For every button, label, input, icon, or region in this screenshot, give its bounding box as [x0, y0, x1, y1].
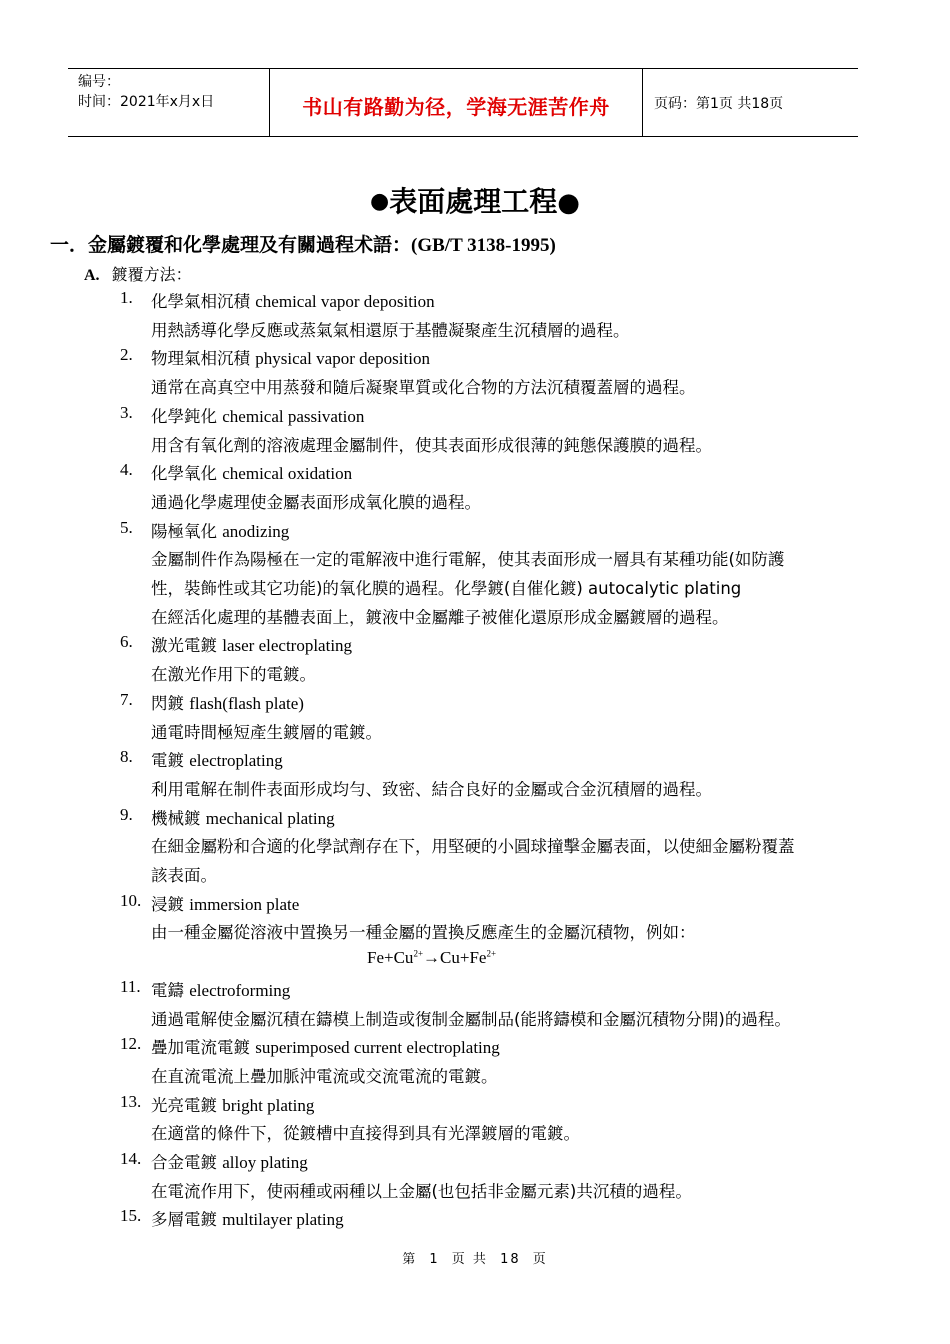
arrow-icon: → — [423, 948, 441, 967]
footer-suffix: 页 — [532, 1252, 548, 1267]
term-chinese: 物理氣相沉積 — [151, 349, 250, 368]
page-title — [0, 180, 950, 220]
item-description: 在激光作用下的電鍍。 — [151, 665, 316, 684]
term-chinese: 陽極氧化 — [151, 522, 217, 541]
item-description: 利用電解在制件表面形成均勻、致密、結合良好的金屬或合金沉積層的過程。 — [151, 780, 712, 799]
term-chinese: 化學氧化 — [151, 464, 217, 483]
header-motto: 书山有路勤为径，学海无涯苦作舟 — [302, 95, 610, 119]
number-label: 编号： — [78, 74, 120, 90]
bullet-dot-icon: ● — [370, 189, 390, 214]
item-description: 用熱誘導化學反應或蒸氣氣相還原于基體凝聚產生沉積層的過程。 — [151, 321, 630, 340]
term-chinese: 電鍍 — [151, 751, 184, 770]
item-description: 通過化學處理使金屬表面形成氧化膜的過程。 — [151, 493, 481, 512]
item-term — [151, 1034, 500, 1058]
item-description: 通常在高真空中用蒸發和隨后凝聚單質或化合物的方法沉積覆蓋層的過程。 — [151, 378, 696, 397]
term-english: chemical vapor deposition — [255, 292, 435, 311]
term-english: flash(flash plate) — [189, 694, 304, 713]
term-english: alloy plating — [222, 1153, 308, 1172]
item-term — [151, 288, 435, 312]
term-english: bright plating — [222, 1096, 315, 1115]
time-label: 时间：2021年x月x日 — [78, 94, 215, 110]
term-chinese: 機械鍍 — [151, 809, 201, 828]
term-chinese: 化學鈍化 — [151, 407, 217, 426]
item-number: 1. — [120, 288, 133, 307]
item-description: 通電時間極短產生鍍層的電鍍。 — [151, 723, 382, 742]
item-term — [151, 460, 352, 484]
item-description: 在細金屬粉和合適的化學試劑存在下，用堅硬的小圓球撞擊金屬表面，以使細金屬粉覆蓋 — [151, 837, 795, 856]
section-heading — [50, 230, 556, 257]
footer-mid: 页 共 — [451, 1252, 488, 1267]
term-english: chemical passivation — [222, 407, 365, 426]
item-description: 在經活化處理的基體表面上，鍍液中金屬離子被催化還原形成金屬鍍層的過程。 — [151, 608, 729, 627]
item-number: 2. — [120, 345, 133, 364]
subsection-label: 鍍覆方法： — [111, 265, 192, 284]
item-number: 13. — [120, 1092, 142, 1111]
item-term — [151, 1092, 314, 1116]
item-term — [151, 1206, 344, 1230]
term-english: physical vapor deposition — [255, 349, 430, 368]
item-number: 11. — [120, 977, 141, 996]
item-number: 3. — [120, 403, 133, 422]
term-chinese: 浸鍍 — [151, 895, 184, 914]
item-description: 金屬制件作為陽極在一定的電解液中進行電解，使其表面形成一層具有某種功能(如防護 — [151, 550, 785, 569]
item-description: 由一種金屬從溶液中置換另一種金屬的置換反應產生的金屬沉積物，例如： — [151, 923, 696, 942]
term-chinese: 化學氣相沉積 — [151, 292, 250, 311]
formula-charge: 2+ — [486, 948, 497, 959]
item-number: 4. — [120, 460, 133, 479]
term-chinese: 電鑄 — [151, 981, 184, 1000]
header-page-info: 页码：第1页 共18页 — [654, 96, 784, 112]
term-english: laser electroplating — [222, 636, 353, 655]
title-text: 表面處理工程 — [389, 185, 558, 218]
formula-charge: 2+ — [413, 948, 424, 959]
item-term — [151, 977, 290, 1001]
item-term — [151, 805, 335, 829]
subsection-letter: A. — [84, 267, 100, 284]
item-number: 14. — [120, 1149, 142, 1168]
term-english: electroplating — [189, 751, 283, 770]
reaction-formula — [367, 948, 496, 968]
item-term — [151, 632, 352, 656]
item-number: 15. — [120, 1206, 142, 1225]
header-divider — [642, 69, 643, 136]
document-header — [68, 68, 858, 137]
item-number: 7. — [120, 690, 133, 709]
item-number: 10. — [120, 891, 142, 910]
item-term — [151, 690, 304, 714]
item-description: 在適當的條件下，從鍍槽中直接得到具有光澤鍍層的電鍍。 — [151, 1124, 580, 1143]
footer-prefix: 第 — [402, 1252, 418, 1267]
item-description: 在直流電流上疊加脈沖電流或交流電流的電鍍。 — [151, 1067, 498, 1086]
term-chinese: 閃鍍 — [151, 694, 184, 713]
formula-right: Cu+Fe — [440, 948, 487, 967]
item-term — [151, 747, 283, 771]
term-english: electroforming — [189, 981, 291, 1000]
term-chinese: 多層電鍍 — [151, 1210, 217, 1229]
term-english: chemical oxidation — [222, 464, 353, 483]
page-footer — [0, 1248, 950, 1267]
section-label: 一．金屬鍍覆和化學處理及有關過程术語： — [50, 234, 412, 256]
item-term — [151, 518, 289, 542]
term-english: mechanical plating — [205, 809, 335, 828]
term-chinese: 合金電鍍 — [151, 1153, 217, 1172]
term-english: superimposed current electroplating — [255, 1038, 500, 1057]
item-term — [151, 891, 299, 915]
term-chinese: 光亮電鍍 — [151, 1096, 217, 1115]
item-term — [151, 345, 430, 369]
term-english: multilayer plating — [222, 1210, 344, 1229]
item-description: 在電流作用下，使兩種或兩種以上金屬(也包括非金屬元素)共沉積的過程。 — [151, 1182, 692, 1201]
subsection-heading — [84, 262, 192, 285]
item-number: 8. — [120, 747, 133, 766]
item-term — [151, 1149, 308, 1173]
formula-left: Fe+Cu — [367, 948, 414, 967]
term-english: immersion plate — [189, 895, 300, 914]
item-description: 用含有氧化劑的溶液處理金屬制件，使其表面形成很薄的鈍態保護膜的過程。 — [151, 436, 712, 455]
item-number: 9. — [120, 805, 133, 824]
item-description: 性，裝飾性或其它功能)的氧化膜的過程。化學鍍(自催化鍍) autocalytic plating — [151, 579, 742, 598]
item-number: 6. — [120, 632, 133, 651]
term-chinese: 疊加電流電鍍 — [151, 1038, 250, 1057]
item-term — [151, 403, 364, 427]
item-description: 該表面。 — [151, 866, 217, 885]
item-number: 5. — [120, 518, 133, 537]
bullet-dot-icon: ● — [557, 188, 580, 218]
footer-page-number: 1 — [429, 1252, 440, 1267]
item-number: 12. — [120, 1034, 142, 1053]
section-standard: (GB/T 3138-1995) — [411, 235, 556, 256]
item-description: 通過電解使金屬沉積在鑄模上制造或復制金屬制品(能將鑄模和金屬沉積物分開)的過程。 — [151, 1010, 791, 1029]
header-meta — [78, 72, 214, 112]
footer-page-total: 18 — [500, 1252, 521, 1267]
term-english: anodizing — [222, 522, 290, 541]
term-chinese: 激光電鍍 — [151, 636, 217, 655]
